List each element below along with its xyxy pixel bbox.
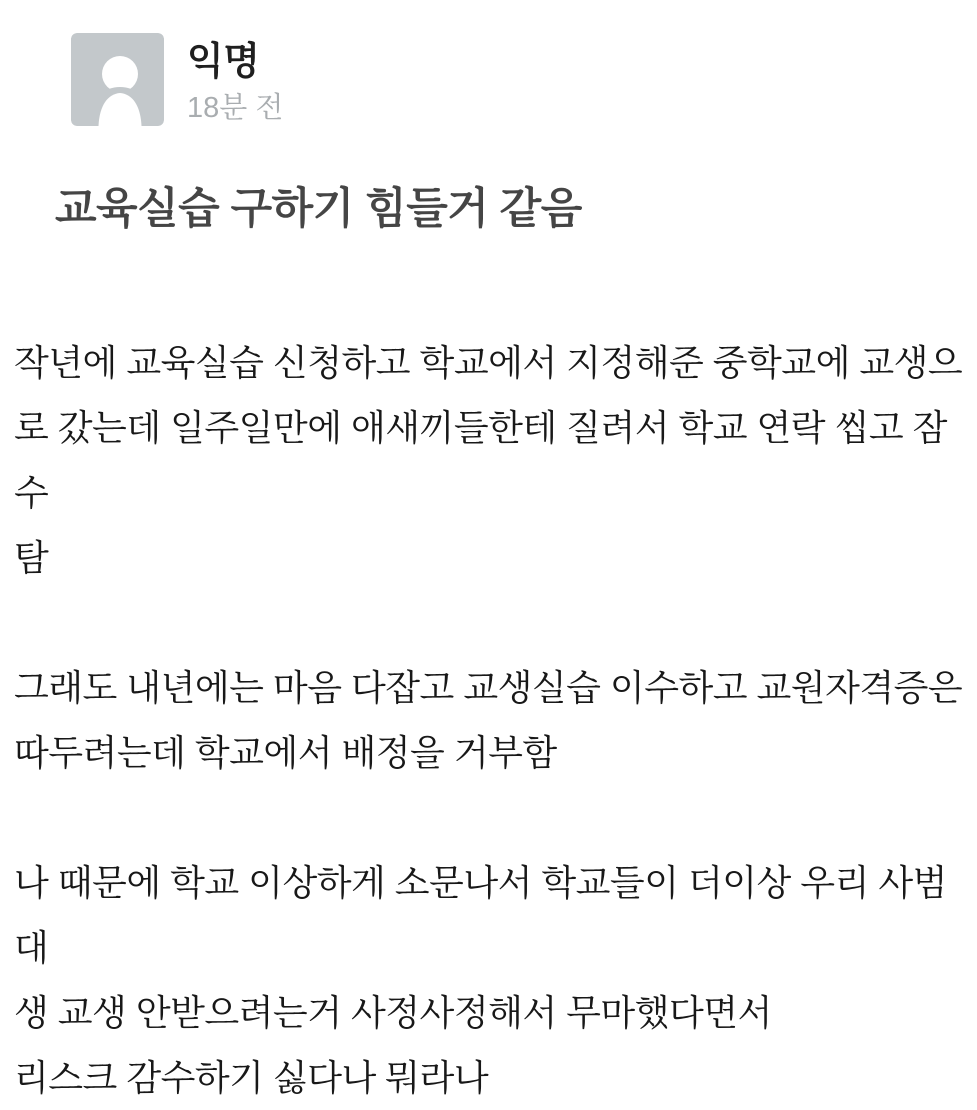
body-line: 작년에 교육실습 신청하고 학교에서 지정해준 중학교에 교생으 bbox=[14, 342, 963, 383]
paragraph bbox=[14, 330, 963, 590]
post-card bbox=[0, 33, 977, 1098]
paragraph bbox=[14, 655, 963, 785]
avatar bbox=[71, 33, 164, 126]
body-line: 로 갔는데 일주일만에 애새끼들한테 질려서 학교 연락 씹고 잠수 bbox=[14, 407, 947, 513]
body-line: 나 때문에 학교 이상하게 소문나서 학교들이 더이상 우리 사범대 bbox=[14, 862, 947, 968]
body-line: 탐 bbox=[14, 537, 49, 578]
body-line: 생 교생 안받으려는거 사정사정해서 무마했다면서 bbox=[14, 992, 772, 1033]
paragraph bbox=[14, 850, 963, 1110]
author-name: 익명 bbox=[187, 41, 260, 83]
post-body bbox=[14, 330, 963, 1110]
body-line: 리스크 감수하기 싫다나 뭐라나 bbox=[14, 1057, 489, 1098]
body-line: 따두려는데 학교에서 배정을 거부함 bbox=[14, 732, 557, 773]
post-timestamp: 18분 전 bbox=[187, 92, 284, 124]
post-title: 교육실습 구하기 힘들거 같음 bbox=[55, 185, 582, 233]
body-line: 그래도 내년에는 마음 다잡고 교생실습 이수하고 교원자격증은 bbox=[14, 667, 963, 708]
anonymous-person-icon bbox=[71, 33, 164, 126]
author-info bbox=[187, 33, 283, 126]
post-header bbox=[71, 33, 977, 126]
